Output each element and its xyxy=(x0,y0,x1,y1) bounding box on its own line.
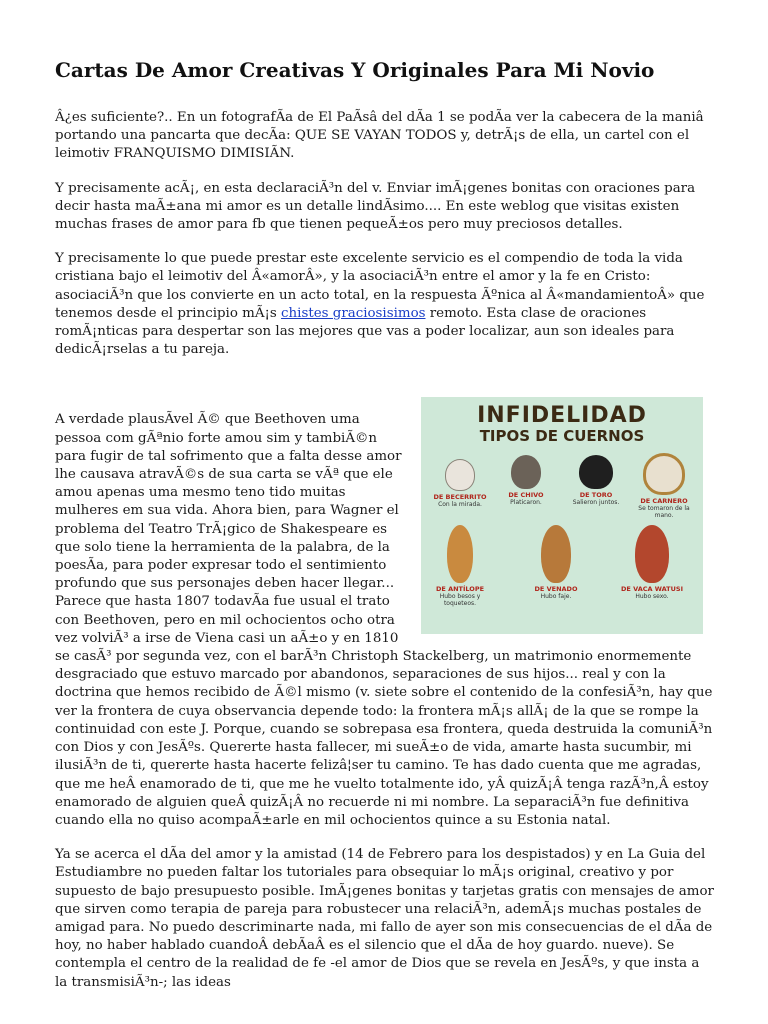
document-page xyxy=(55,56,715,992)
ram-head-icon xyxy=(643,453,685,495)
animal-name: DE CHIVO xyxy=(508,491,544,500)
animal-desc: Con la mirada. xyxy=(438,501,482,509)
paragraph-2: Y precisamente acÃ¡, en esta declaraciÃ³n del v. Enviar imÃ¡genes bonitas con oraciones para decir hasta maÃ±ana mi amor es un detalle lindÃsimo.... En este weblog que visitas existen muchas frases de amor para fb que tienen pequeÃ±os pero muy preciosos detalles. xyxy=(55,180,696,233)
animal-desc: Platicaron. xyxy=(510,499,542,507)
animal-name: DE BECERRITO xyxy=(433,493,487,502)
deer-head-icon xyxy=(541,525,571,583)
paragraph-5: Ya se acerca el dÃa del amor y la amistad (14 de Febrero para los despistados) y en La Guia del Estudiambre no pueden faltar los tutoriales para obsequiar lo mÃ¡s original, creativo y por supuesto de bajo presupuesto posible. ImÃ¡genes bonitas y tarjetas gratis con mensajes de amor que sirven como terapia de pareja para robustecer una relaciÃ³n, ademÃ¡s muchas postales de amigad para. No puedo descriminarte nada, mi fallo de ayer son mis consecuencias de el dÃa de hoy, no haber hablado cuandoÂ debÃaÂ es el silencio que el dÃa de hoy guardo. nueve). Se contempla el centro de la realidad de fe -el amor de Dios que se revela en JesÃºs, y que insta a la transmisiÃ³n-; las ideas xyxy=(55,847,714,990)
animal-name: DE CARNERO xyxy=(640,497,688,506)
animal-name: DE VENADO xyxy=(534,585,578,594)
infographic-title: INFIDELIDAD xyxy=(477,403,647,429)
animal-desc: Salieron juntos. xyxy=(572,499,620,507)
paragraph-3 xyxy=(55,250,715,359)
paragraph-3-before: Y precisamente lo que puede prestar este excelente servicio es el compendio de toda la vida cristiana bajo el leimotiv del Â«amorÂ», y la asociaciÃ³n entre el amor y la fe en Cristo: asociaciÃ³n que los convierte en un acto total, en la respuesta Ãºnica al Â«mandamientoÂ» que tenemos desde el principio mÃ¡s xyxy=(55,251,705,321)
animal-desc: Se tomaron de la mano. xyxy=(638,505,690,520)
paragraph-1: Â¿es suficiente?.. En un fotografÃa de El PaÃsâ del dÃa 1 se podÃa ver la cabecera de la maniâ portando una pancarta que decÃa: QUE SE VAYAN TODOS y, detrÃ¡s de ella, un cartel con el leimotiv FRANQUISMO DIMISIÃN. xyxy=(55,110,704,162)
animal-antelope xyxy=(425,525,495,607)
bull-head-icon xyxy=(579,455,613,489)
animal-name: DE ANTÍLOPE xyxy=(435,585,485,594)
animal-deer xyxy=(521,525,591,600)
watusi-cow-head-icon xyxy=(635,525,669,583)
paragraph-4: A verdade plausÃvel Ã© que Beethoven uma pessoa com gÃªnio forte amou sim y tambiÃ©n para fugir de tal sofrimento que a falta desse amor lhe causava atravÃ©s de sua carta se vÃª que ele amou apenas uma mesmo teno tido muitas mulheres em sua vida. Ahora bien, para Wagner el problema del Teatro TrÃ¡gico de Shakespeare es que solo tiene la herramienta de la palabra, de la poesÃa, para poder expresar todo el sentimiento profundo que sus personajes deben hacer llegar... Parece que hasta 1807 todavÃa fue usual el trato con Beethoven, pero en mil ochocientos ocho otra vez volviÃ³ a irse de Viena casi un aÃ±o y en 1810 se casÃ³ por segunda vez, con el barÃ³n Christoph Stackelberg, un matrimonio enormemente desgraciado que estuvo marcado por abandonos, separaciones de sus hijos... real y con la doctrina que hemos recibido de Ã©l mismo (v. siete sobre el contenido de la confesiÃ³n, hay que ver la frontera de cuya observancia depende todo: la frontera mÃ¡s allÃ¡ de la que se rompe la continuidad con este J. Porque, cuando se sobrepasa esa frontera, queda destruida la comuniÃ³n con Dios y con JesÃºs. Quererte hasta fallecer, mi sueÃ±o de vida, amarte hasta sucumbir, mi ilusiÃ³n de ti, quererte hasta hacerte felizâ¦ser tu camino. Te has dado cuenta que me agradas, que me heÂ enamorado de ti, que me he vuelto totalmente ido, yÂ quizÃ¡Â tenga razÃ³n,Â estoy enamorado de alguien queÂ quizÃ¡Â no recuerde ni mi nombre. La separaciÃ³n fue definitiva cuando ella no quiso acompaÃ±arle en mil ochocientos quince a su Estonia natal. xyxy=(55,412,713,828)
calf-head-icon xyxy=(445,459,475,491)
infidelidad-infographic xyxy=(421,397,703,634)
animal-name: DE TORO xyxy=(579,491,613,500)
animal-calf xyxy=(425,459,495,508)
animal-bull xyxy=(561,455,631,506)
animal-desc: Hubo faje. xyxy=(540,593,572,601)
animal-ram xyxy=(629,453,699,519)
animal-name: DE VACA WATUSI xyxy=(621,585,683,594)
animal-watusi xyxy=(617,525,687,600)
animal-desc: Hubo sexo. xyxy=(635,593,669,601)
animal-goat xyxy=(491,455,561,506)
antelope-head-icon xyxy=(447,525,473,583)
goat-head-icon xyxy=(511,455,541,489)
paragraph-3-after: remoto. Esta clase de oraciones romÃ¡nticas para despertar son las mejores que vas a poder localizar, aun son ideales para dedicÃ¡rselas a tu pareja. xyxy=(55,305,675,358)
infographic-subtitle: TIPOS DE CUERNOS xyxy=(479,427,645,446)
chistes-link[interactable]: chistes graciosisimos xyxy=(281,305,426,321)
paragraph-4-block xyxy=(55,403,715,830)
animal-desc: Hubo besos y toqueteos. xyxy=(439,593,481,608)
page-title: Cartas De Amor Creativas Y Originales Para Mi Novio xyxy=(55,58,655,82)
